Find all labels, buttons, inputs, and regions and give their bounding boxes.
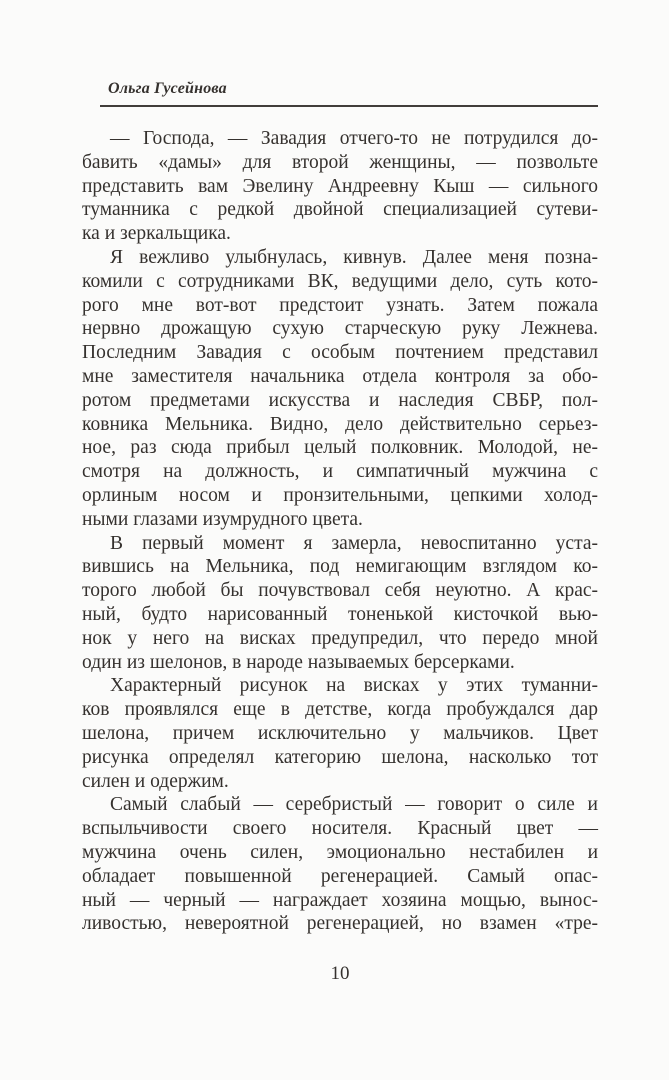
text-line: рого мне вот-вот предстоит узнать. Затем пожала <box>82 294 598 316</box>
text-line: туманника с редкой двойной специализацией сутеви- <box>82 199 598 221</box>
text-line: — Господа, — Завадия отчего-то не потрудился до- <box>110 128 598 149</box>
text-line: Последним Завадия с особым почтением представил <box>82 342 598 364</box>
page-body-text <box>82 127 598 936</box>
text-line: мужчина очень силен, эмоционально нестабилен и <box>82 841 598 863</box>
text-line: ротом предметами искусства и наследия СВБР, пол- <box>82 389 598 411</box>
text-line: Характерный рисунок на висках у этих туманни- <box>110 675 598 697</box>
text-line: В первый момент я замерла, невоспитанно уста- <box>110 532 598 554</box>
text-line: ка и зеркальщика. <box>82 223 231 245</box>
page-number: 10 <box>330 963 350 984</box>
paragraph <box>82 246 598 532</box>
text-line: нок у него на висках предупредил, что передо мной <box>82 627 598 649</box>
paragraph <box>82 793 598 936</box>
text-line: ный, будто нарисованный тоненькой кисточкой вью- <box>82 603 598 625</box>
text-line: мне заместителя начальника отдела контроля за обо- <box>82 365 598 387</box>
text-line: ное, раз сюда прибыл целый полковник. Молодой, не- <box>82 437 598 459</box>
text-line: комили с сотрудниками ВК, ведущими дело, суть кото- <box>82 270 598 292</box>
text-line: рисунка определял категорию шелона, насколько тот <box>82 746 598 768</box>
text-line: смотря на должность, и симпатичный мужчина с <box>82 461 598 483</box>
text-line: обладает повышенной регенерацией. Самый опас- <box>82 865 598 887</box>
text-line: ный — черный — награждает хозяина мощью, вынос- <box>82 889 598 911</box>
text-line: вспыльчивости своего носителя. Красный цвет — <box>82 818 598 840</box>
text-line: ковника Мельника. Видно, дело действительно серьез- <box>82 413 598 435</box>
text-line: орлиным носом и пронзительными, цепкими холод- <box>82 484 598 506</box>
text-line: ков проявлялся еще в детстве, когда пробуждался дар <box>82 699 598 721</box>
text-line: ными глазами изумрудного цвета. <box>82 508 363 530</box>
author-name: Ольга Гусейнова <box>108 80 227 97</box>
paragraph <box>82 674 598 793</box>
text-line: силен и одержим. <box>82 770 229 792</box>
paragraph <box>82 127 598 246</box>
paragraph <box>82 532 598 675</box>
text-line: вившись на Мельника, под немигающим взглядом ко- <box>82 556 598 578</box>
text-line: Самый слабый — серебристый — говорит о силе и <box>110 794 598 816</box>
text-line: ливостью, невероятной регенерацией, но взамен «тре- <box>82 913 598 935</box>
text-line: нервно дрожащую сухую старческую руку Лежнева. <box>82 318 598 340</box>
text-line: шелона, причем исключительно у мальчиков. Цвет <box>82 722 598 744</box>
text-line: бавить «дамы» для второй женщины, — позвольте <box>82 151 598 173</box>
text-line: представить вам Эвелину Андреевну Кыш — сильного <box>82 175 598 197</box>
text-line: один из шелонов, в народе называемых берсерками. <box>82 651 515 673</box>
text-line: торого любой бы почувствовал себя неуютно. А крас- <box>82 580 598 602</box>
text-line: Я вежливо улыбнулась, кивнув. Далее меня позна- <box>110 246 598 268</box>
running-header <box>100 80 598 107</box>
